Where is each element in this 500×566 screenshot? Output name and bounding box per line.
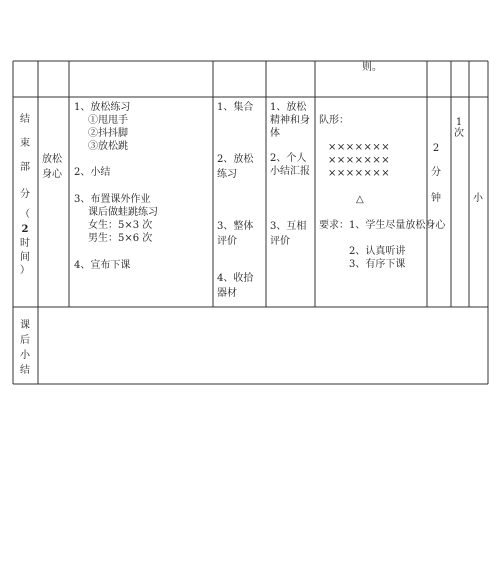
teacher-relax-item: ①甩甩手 <box>88 115 128 126</box>
intensity: 小 <box>473 193 483 204</box>
section-label-char: 间 <box>20 252 30 263</box>
formation-row: ××××××× <box>328 142 391 153</box>
after-class-char: 结 <box>20 365 30 376</box>
teacher-homework-detail: 课后做蛙跳练习 <box>88 207 158 218</box>
teacher-boys: 男生：5×6 次 <box>88 233 153 244</box>
section-label-char: 结 <box>20 114 30 125</box>
times-char: 1 <box>455 117 463 128</box>
top-row-fragment: 则。 <box>362 62 382 73</box>
section-label-char: 时 <box>20 238 30 249</box>
student-relax: 1、放松精神和身体 <box>270 102 310 139</box>
teacher-collect: 4、收拾器材 <box>217 273 254 299</box>
teacher-girls: 女生：5×3 次 <box>88 220 153 231</box>
section-label-char: 2 <box>21 224 29 235</box>
teacher-summary: 2、小结 <box>74 167 111 178</box>
formation-label: 队形： <box>319 115 349 126</box>
after-class-char: 课 <box>20 320 30 331</box>
teacher-homework: 3、布置课外作业 <box>74 194 151 205</box>
teacher-position-mark: △ <box>356 194 364 205</box>
time-char: 2 <box>432 143 440 154</box>
teacher-relax: 1、放松练习 <box>74 102 131 113</box>
section-label-char: ） <box>20 265 30 276</box>
requirement-3: 3、有序下课 <box>349 259 406 270</box>
requirements-label: 要求： <box>319 220 349 231</box>
formation-row: ××××××× <box>328 168 391 179</box>
after-class-char: 小 <box>20 350 30 361</box>
section-content: 放松身心 <box>42 154 62 180</box>
time-char: 钟 <box>431 193 441 204</box>
requirement-1: 1、学生尽量放松身心 <box>349 220 446 231</box>
requirement-2: 2、认真听讲 <box>349 246 406 257</box>
teacher-evaluate: 3、整体评价 <box>217 221 254 247</box>
times-char: 次 <box>454 128 464 139</box>
time-char: 分 <box>431 167 441 178</box>
teacher-dismiss: 4、宣布下课 <box>74 260 131 271</box>
teacher-relax-item: ③放松跳 <box>88 141 128 152</box>
section-label-char: 部 <box>20 162 30 173</box>
student-summary: 2、个人小结汇报 <box>270 153 310 177</box>
teacher-relax-practice: 2、放松练习 <box>217 154 254 180</box>
section-label-char: 束 <box>20 138 30 149</box>
teacher-gather: 1、集合 <box>217 102 254 113</box>
section-label-char: （ <box>20 209 30 220</box>
formation-row: ××××××× <box>328 155 391 166</box>
teacher-relax-item: ②抖抖脚 <box>88 128 128 139</box>
after-class-char: 后 <box>20 335 30 346</box>
section-label-char: 分 <box>20 189 30 200</box>
student-mutual: 3、互相评价 <box>270 221 307 247</box>
